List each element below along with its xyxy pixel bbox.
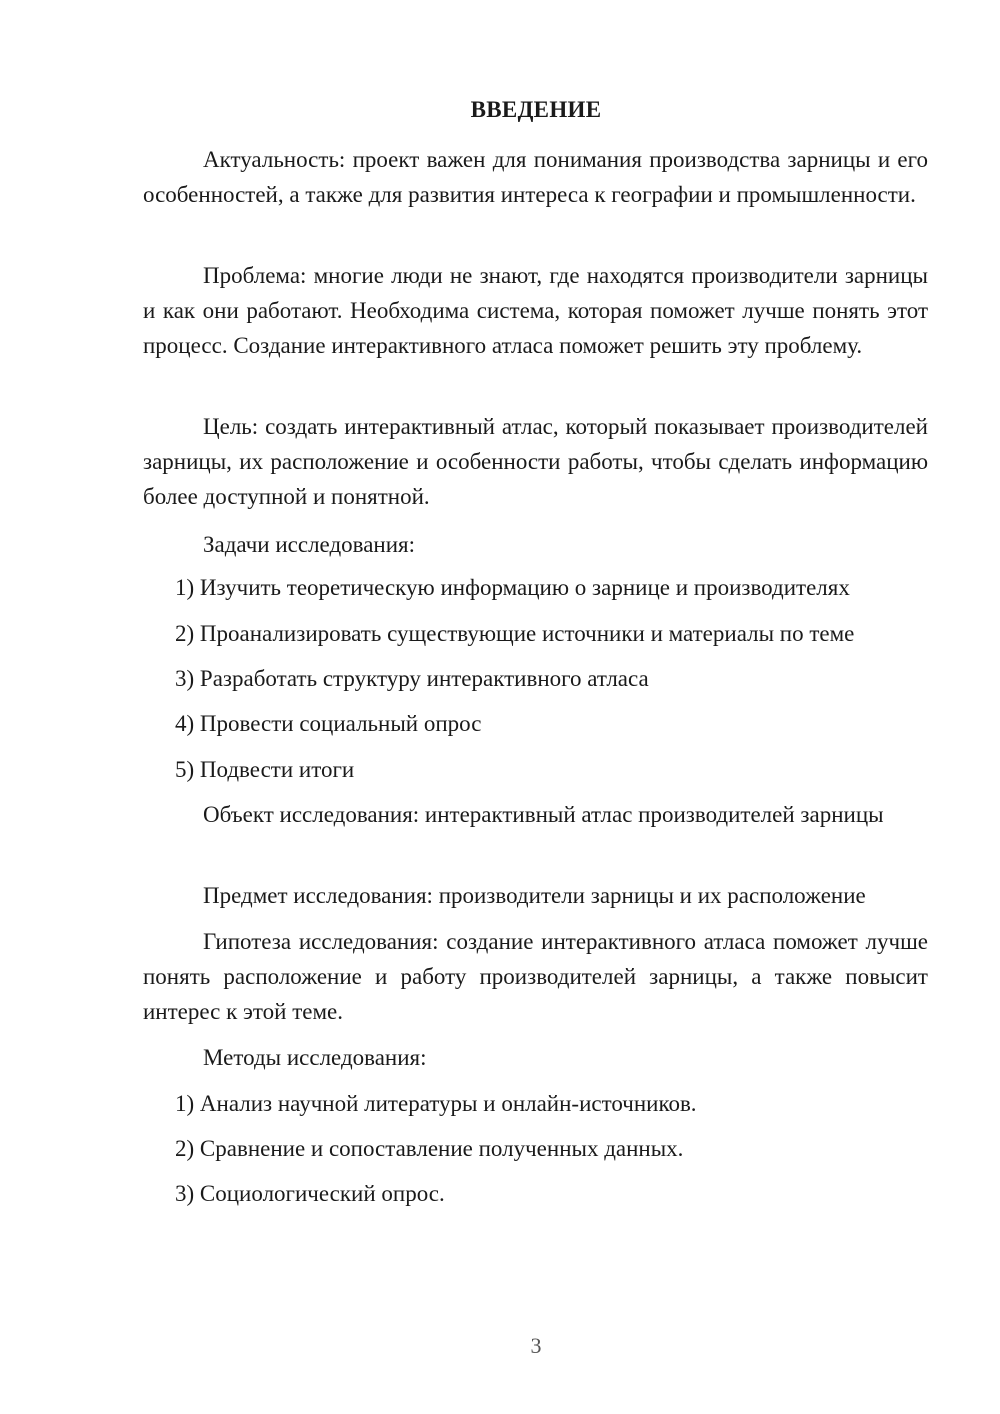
object-paragraph: Объект исследования: интерактивный атлас производителей зарницы [203, 802, 884, 827]
method-item: 1) Анализ научной литературы и онлайн-источников. [175, 1091, 697, 1116]
page-number: 3 [530, 1333, 542, 1358]
relevance-paragraph: Актуальность: проект важен для понимания производства зарницы и его особенностей, а также для развития интереса к географии и промышленности. [143, 147, 928, 207]
hypothesis-paragraph: Гипотеза исследования: создание интерактивного атласа поможет лучше понять расположение и работу производителей зарницы, а также повысит интерес к этой теме. [143, 929, 928, 1024]
subject-paragraph: Предмет исследования: производители зарницы и их расположение [203, 883, 866, 908]
task-item: 4) Провести социальный опрос [175, 711, 482, 736]
methods-heading: Методы исследования: [203, 1045, 427, 1070]
task-item: 2) Проанализировать существующие источники и материалы по теме [175, 621, 855, 646]
method-item: 2) Сравнение и сопоставление полученных данных. [175, 1136, 684, 1161]
task-item: 3) Разработать структуру интерактивного атласа [175, 666, 649, 691]
task-item: 5) Подвести итоги [175, 757, 355, 782]
problem-paragraph: Проблема: многие люди не знают, где находятся производители зарницы и как они работают. Необходима система, которая поможет лучше понять этот процесс. Создание интерактивного атласа поможет решить эту проблему. [143, 263, 928, 358]
page-title: ВВЕДЕНИЕ [470, 97, 602, 122]
method-item: 3) Социологический опрос. [175, 1181, 445, 1206]
goal-paragraph: Цель: создать интерактивный атлас, который показывает производителей зарницы, их расположение и особенности работы, чтобы сделать информацию более доступной и понятной. [143, 414, 928, 509]
tasks-heading: Задачи исследования: [203, 532, 416, 557]
task-item: 1) Изучить теоретическую информацию о зарнице и производителях [175, 575, 850, 600]
